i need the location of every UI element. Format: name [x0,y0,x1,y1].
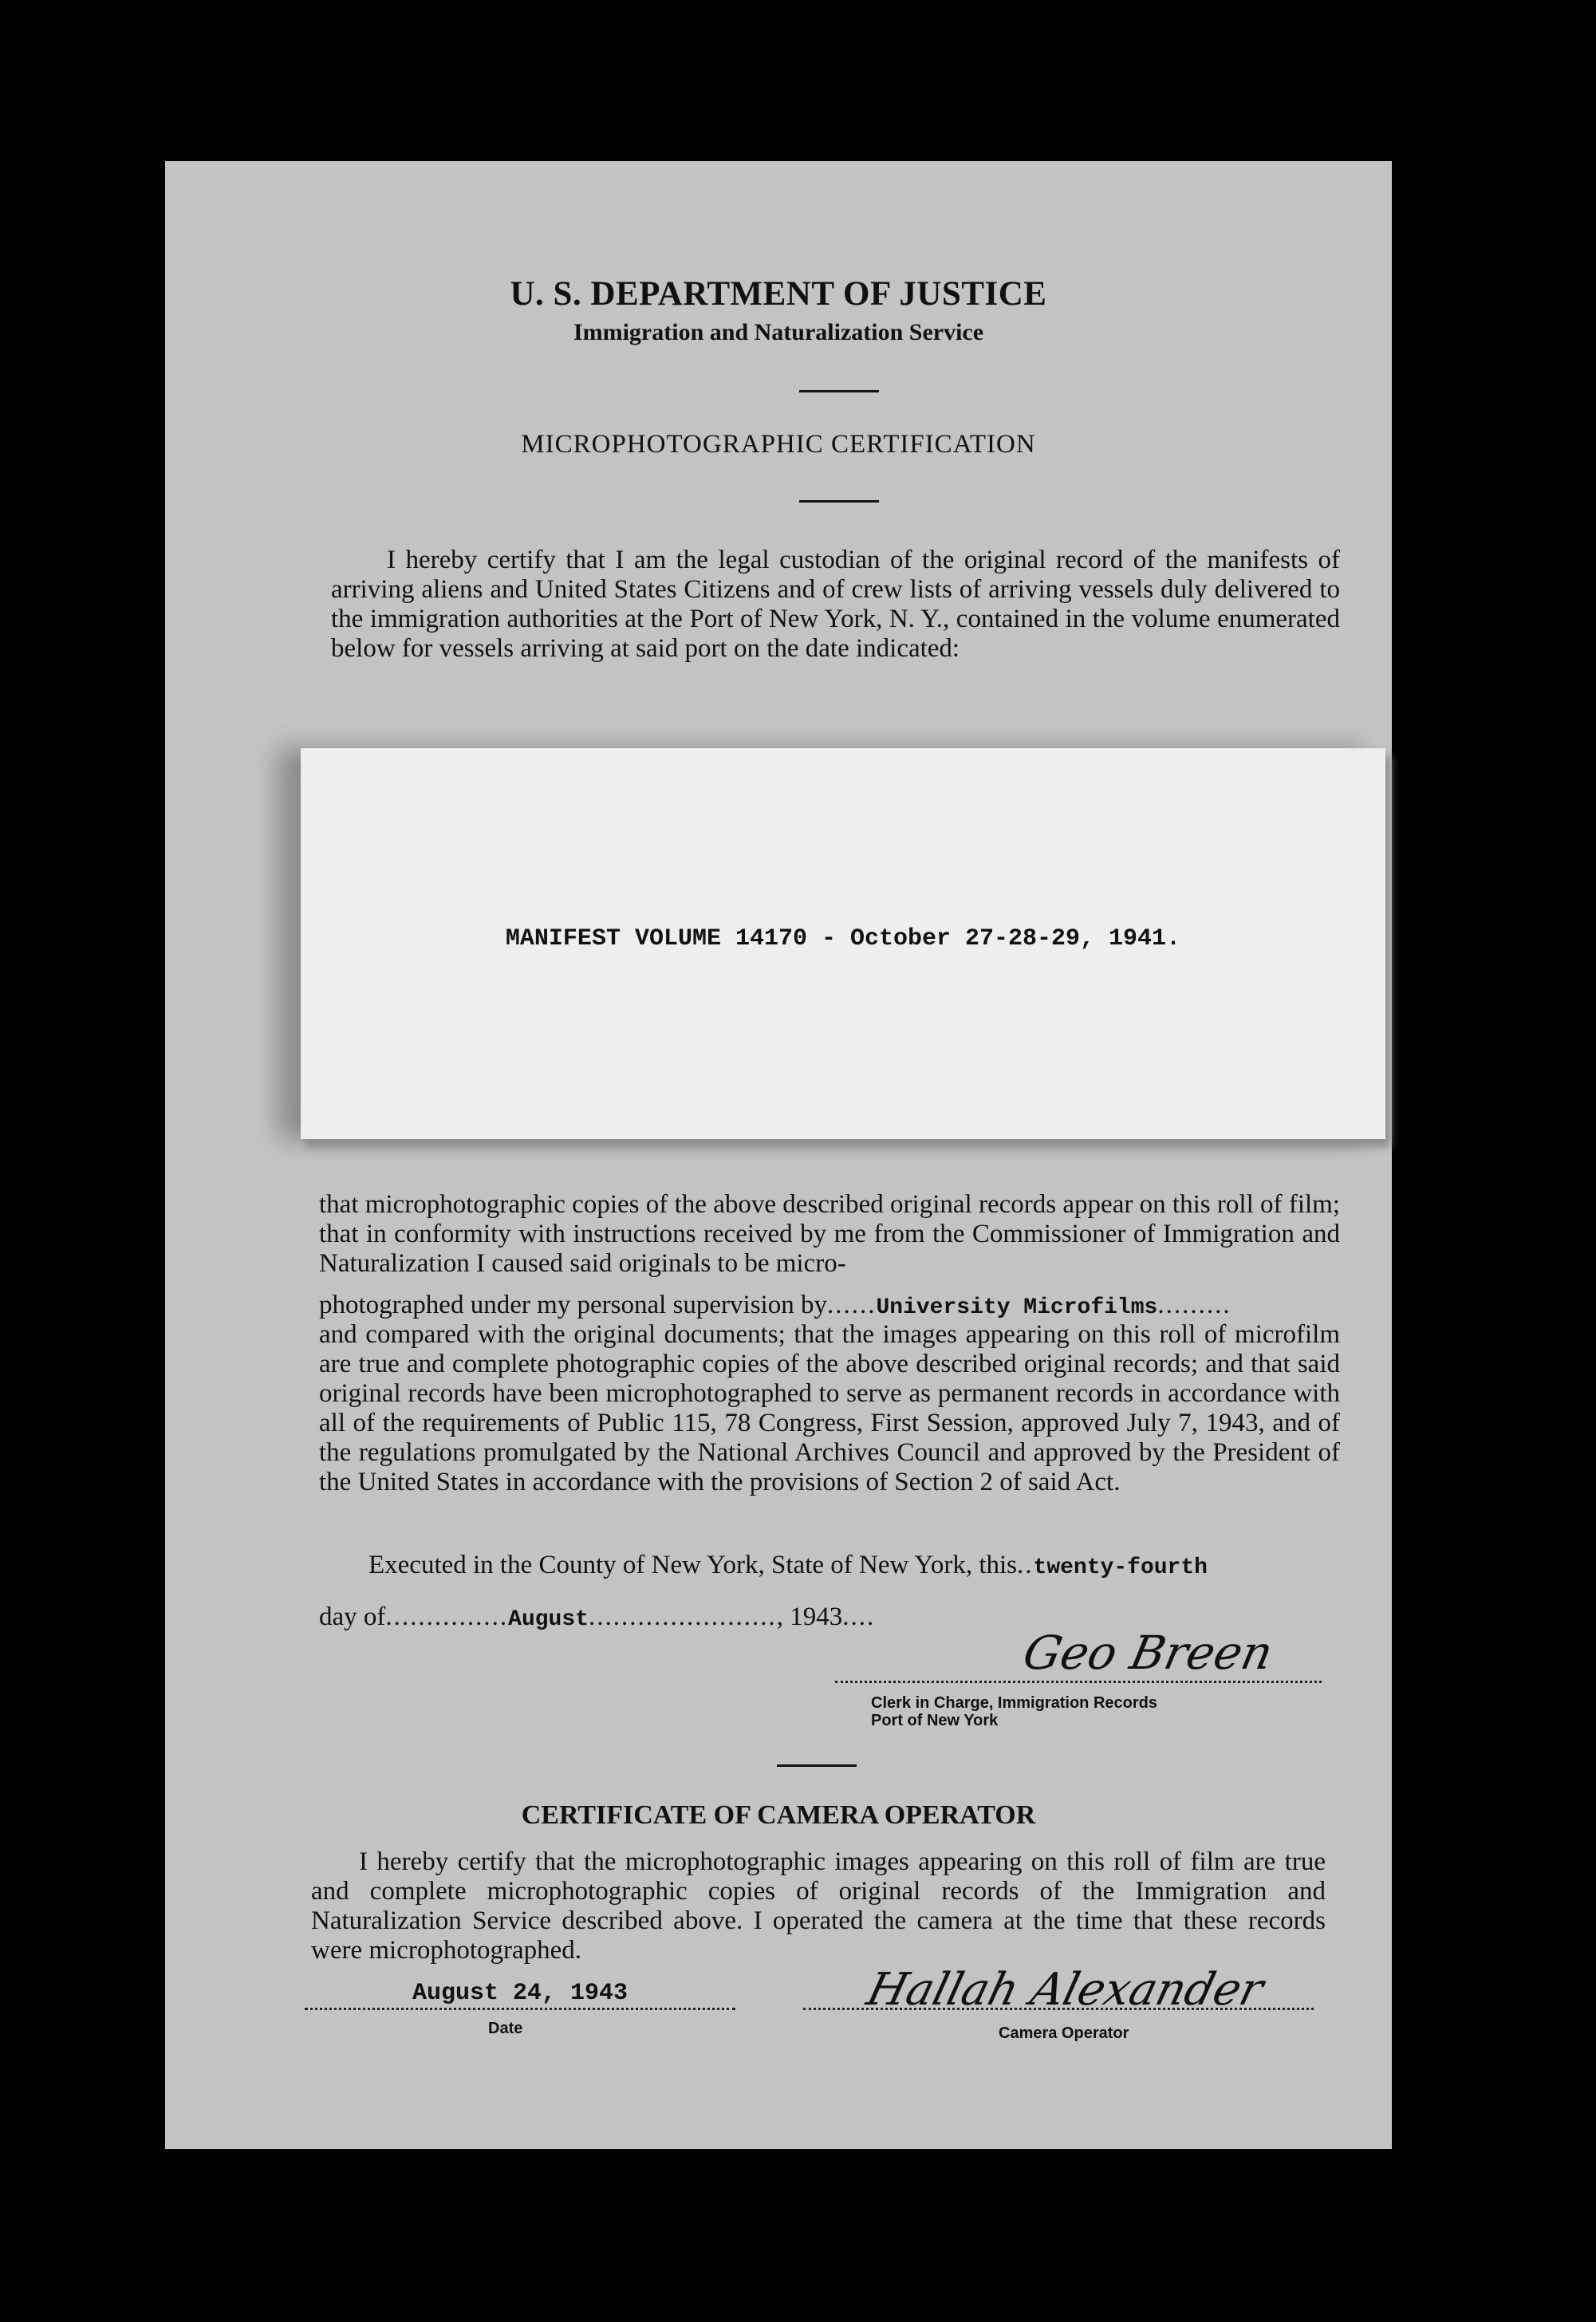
day-of-line: day of...............August......................., 1943.... [319,1603,876,1632]
clerk-signature-line [835,1681,1322,1683]
body-paragraph-b: and compared with the original documents; that the images appearing on this roll of microfilm are true and complete photographic copies of the above described original records; and that said original records have been microphotographed to serve as permanent records in accordance with all of the requirements of Public 115, 78 Congress, First Session, approved July 7, 1943, and of the regulations promulgated by the National Archives Council and approved by the President of the United States in accordance with the provisions of Section 2 of said Act. [319,1320,1340,1496]
date-label: Date [488,2020,523,2037]
supervision-prefix: photographed under my personal supervision by [319,1291,827,1319]
certification-heading: MICROPHOTOGRAPHIC CERTIFICATION [521,430,1036,459]
camera-heading: CERTIFICATE OF CAMERA OPERATOR [521,1800,1036,1830]
divider [799,500,879,503]
department-title: U. S. DEPARTMENT OF JUSTICE [510,275,1047,313]
executed-year: , 1943 [776,1603,843,1631]
date-line [305,2008,735,2010]
service-subtitle: Immigration and Naturalization Service [573,319,984,345]
supervisor-name: University Microfilms [876,1295,1158,1320]
operator-label: Camera Operator [999,2024,1129,2042]
divider [777,1764,857,1767]
day-of-label: day of [319,1603,386,1631]
clerk-signature: Geo Breen [1019,1626,1278,1680]
certificate-page [165,161,1392,2149]
intro-paragraph: I hereby certify that I am the legal custodian of the original record of the manifests of arriving aliens and United States Citizens and of crew lists of arriving vessels duly delivered to the immigration authorities at the Port of New York, N. Y., contained in the volume enumerated below for vessels arriving at said port on the date indicated: [331,546,1340,663]
executed-line: Executed in the County of New York, State of New York, this..twenty-fourth [368,1551,1208,1580]
executed-prefix: Executed in the County of New York, State of New York, this [368,1551,1018,1579]
operator-signature-line [803,2008,1314,2010]
camera-date: August 24, 1943 [412,1980,629,2007]
clerk-title-2: Port of New York [871,1712,999,1729]
body-paragraph-a: that microphotographic copies of the above described original records appear on this roll of film; that in conformity with instructions received by me from the Commissioner of Immigration and Naturalization I caused said originals to be micro- [319,1190,1340,1278]
operator-signature: Hallah Alexander [861,1964,1269,2016]
executed-day: twenty-fourth [1033,1555,1208,1580]
manifest-volume-label: MANIFEST VOLUME 14170 - October 27-28-29, 1941. [505,925,1181,952]
camera-paragraph: I hereby certify that the microphotographic images appearing on this roll of film are true and complete microphotographic copies of original records of the Immigration and Naturalization Service described above. I operated the camera at the time that these records were microphotographed. [311,1847,1326,1965]
manifest-slip [301,748,1385,1139]
supervision-line: photographed under my personal supervision by......University Microfilms......... [319,1291,1231,1320]
divider [799,390,879,392]
clerk-title-1: Clerk in Charge, Immigration Records [871,1694,1157,1712]
executed-month: August [508,1607,589,1632]
